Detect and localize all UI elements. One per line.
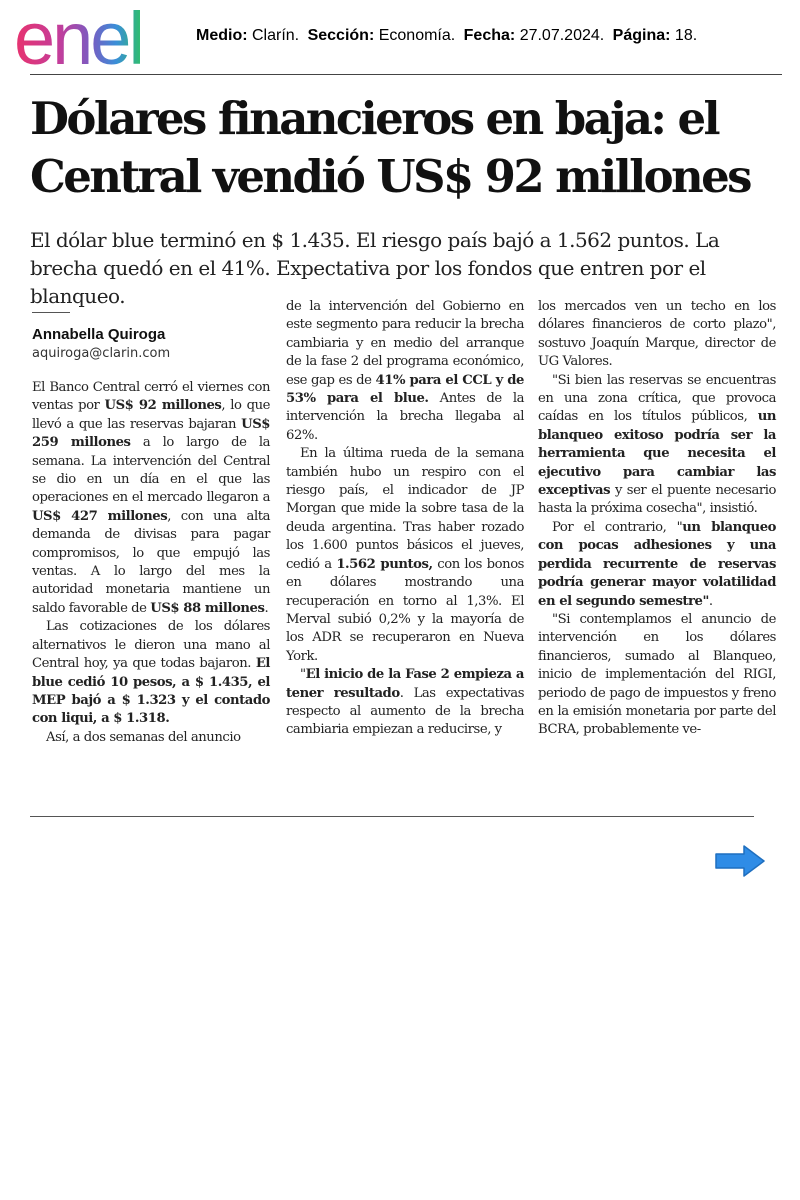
paragraph: "Si contemplamos el anuncio de intervención en los dólares financieros, sumado al Blanqueo, inicio de implementación del RIGI, periodo de pago de impuestos y freno en la emisión monetaria por parte del BCRA, probablemente ve- bbox=[538, 611, 776, 738]
paragraph: Así, a dos semanas del anuncio bbox=[46, 729, 241, 745]
medio-label: Medio: bbox=[196, 27, 248, 44]
paragraph: El Banco Central cerró el viernes con ventas por US$ 92 millones, lo que llevó a que las reservas bajaran US$ 259 millones a lo largo de la semana. La intervención del Central se dio en un día en el que las operaciones en el mercado llegaron a US$ 427 millones, con una alta demanda de divisas para pagar compromisos, lo que empujó las ventas. A lo largo del mes la autoridad monetaria mantiene un saldo favorable de US$ 88 millones. bbox=[32, 380, 270, 616]
paragraph: "Si bien las reservas se encuentras en una zona crítica, que provoca caídas en los títulos públicos, un blanqueo exitoso podría ser la herramienta que necesita el ejecutivo para cambiar las exceptivas y ser el puente necesario hasta la próxima cosecha", insistió. bbox=[538, 372, 776, 517]
article-subhead: El dólar blue terminó en $ 1.435. El riesgo país bajó a 1.562 puntos. La brecha quedó en el 41%. Expectativa por los fondos que entren por el blanqueo. bbox=[30, 228, 720, 308]
paragraph: Por el contrario, "un blanqueo con pocas adhesiones y una perdida recurrente de reservas podría generar mayor volatilidad en el segundo semestre". bbox=[538, 519, 776, 609]
author-name: Annabella Quiroga bbox=[32, 326, 166, 343]
header-divider bbox=[30, 74, 782, 75]
pagina-value: 18. bbox=[674, 27, 698, 44]
seccion-value: Economía. bbox=[378, 27, 456, 44]
paragraph: En la última rueda de la semana también hubo un respiro con el riesgo país, el indicador de JP Morgan que mide la sobre tasa de la deuda argentina. Tras haber rozado los 1.600 puntos básicos el jueves, cedió a 1.562 puntos, con los bonos en dólares mostrando una recuperación en torno al 1,3%. El Merval subió 0,2% y la mayoría de los ADR se recuperaron en Nueva York. bbox=[286, 446, 524, 664]
paragraph: los mercados ven un techo en los dólares financieros de corto plazo", sostuvo Joaquín Marque, director de UG Valores. bbox=[538, 299, 776, 370]
author-email: aquiroga@clarin.com bbox=[32, 346, 171, 361]
enel-logo bbox=[14, 4, 180, 70]
svg-text:enel: enel bbox=[14, 4, 142, 70]
article-column-3 bbox=[538, 298, 776, 740]
paragraph: Las cotizaciones de los dólares alternativos le dieron una mano al Central hoy, ya que todas bajaron. El blue cedió 10 pesos, a $ 1.435, el MEP bajó a $ 1.323 y el contado con liqui, a $ 1.318. bbox=[32, 619, 270, 727]
fecha-label: Fecha: bbox=[463, 27, 516, 44]
right-arrow-icon[interactable] bbox=[714, 844, 766, 878]
article-column-1 bbox=[32, 298, 270, 747]
fecha-value: 27.07.2024. bbox=[519, 27, 605, 44]
article-column-2 bbox=[286, 298, 524, 740]
article-headline: Dólares financieros en baja: el Central vendió US$ 92 millones bbox=[30, 92, 750, 203]
paragraph: "El inicio de la Fase 2 empieza a tener resultado. Las expectativas respecto al aumento de la brecha cambiaria empiezan a reducirse, y bbox=[286, 667, 525, 738]
paragraph: de la intervención del Gobierno en este segmento para reducir la brecha cambiaria y en medio del arranque de la fase 2 del programa económico, ese gap es de 41% para el CCL y de 53% para el blue. Antes de la intervención la brecha llegaba al 62%. bbox=[286, 299, 525, 443]
article-end-divider bbox=[30, 816, 754, 817]
medio-value: Clarín. bbox=[252, 27, 300, 44]
clipping-metadata bbox=[196, 27, 697, 45]
pagina-label: Página: bbox=[612, 27, 671, 44]
byline-divider bbox=[32, 312, 70, 313]
clipping-header bbox=[0, 0, 800, 76]
seccion-label: Sección: bbox=[307, 27, 375, 44]
